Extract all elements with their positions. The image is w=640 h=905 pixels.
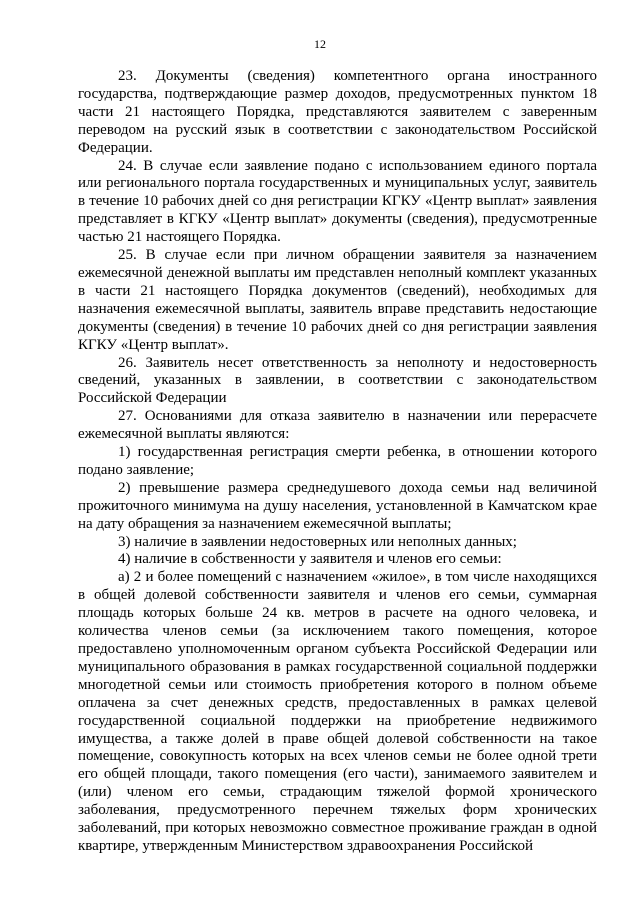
paragraph-25: 25. В случае если при личном обращении заявителя за назначением ежемесячной денежной выплаты им представлен неполный комплект указанных в части 21 настоящего Порядка документов (сведений), необходимых для назначения ежемесячной выплаты, заявитель вправе представить недостающие документы (сведения) в течение 10 рабочих дней со дня регистрации заявления КГКУ «Центр выплат». (78, 247, 597, 353)
sub-item-a: а) 2 и более помещений с назначением «жилое», в том числе находящихся в общей долевой собственности заявителя и членов его семьи, суммарная площадь которых больше 24 кв. метров в расчете на одного человека, и количества членов семьи (за исключением такого помещения, которое предоставлено уполномоченным органом субъекта Российской Федерации или муниципального образования в рамках государственной социальной поддержки многодетной семьи или стоимость приобретения которого в полном объеме оплачена за счет денежных средств, предоставленных в рамках целевой государственной социальной поддержки на приобретение недвижимого имущества, а также долей в праве общей долевой собственности на такое помещение, совокупность которых на всех членов семьи не более одной трети его общей площади, такого помещения (его части), занимаемого заявителем и (или) членом его семьи, страдающим тяжелой формой хронического заболевания, предусмотренного перечнем тяжелых форм хронических заболеваний, при которых невозможно совместное проживание граждан в одной квартире, утвержденным Министерством здравоохранения Российской (78, 569, 597, 854)
paragraph-27: 27. Основаниями для отказа заявителю в назначении или перерасчете ежемесячной выплаты являются: (78, 408, 597, 443)
paragraph-24: 24. В случае если заявление подано с использованием единого портала или регионального портала государственных и муниципальных услуг, заявитель в течение 10 рабочих дней со дня регистрации КГКУ «Центр выплат» заявления представляет в КГКУ «Центр выплат» документы (сведения), предусмотренные частью 21 настоящего Порядка. (78, 157, 597, 246)
page-number: 12 (314, 37, 326, 51)
paragraph-26: 26. Заявитель несет ответственность за неполноту и недостоверность сведений, указанных в заявлении, в соответствии с законодательством Российской Федерации (78, 354, 597, 407)
paragraph-23: 23. Документы (сведения) компетентного органа иностранного государства, подтверждающие размер доходов, предусмотренных пунктом 18 части 21 настоящего Порядка, представляются заявителем с заверенным переводом на русский язык в соответствии с законодательством Российской Федерации. (78, 68, 597, 156)
list-item-4: 4) наличие в собственности у заявителя и членов его семьи: (118, 551, 502, 568)
document-body (78, 68, 597, 856)
list-item-3: 3) наличие в заявлении недостоверных или неполных данных; (118, 533, 517, 550)
list-item-1: 1) государственная регистрация смерти ребенка, в отношении которого подано заявление; (78, 444, 597, 478)
list-item-2: 2) превышение размера среднедушевого дохода семьи над величиной прожиточного минимума на душу населения, установленной в Камчатском крае на дату обращения за назначением ежемесячной выплаты; (78, 479, 597, 532)
